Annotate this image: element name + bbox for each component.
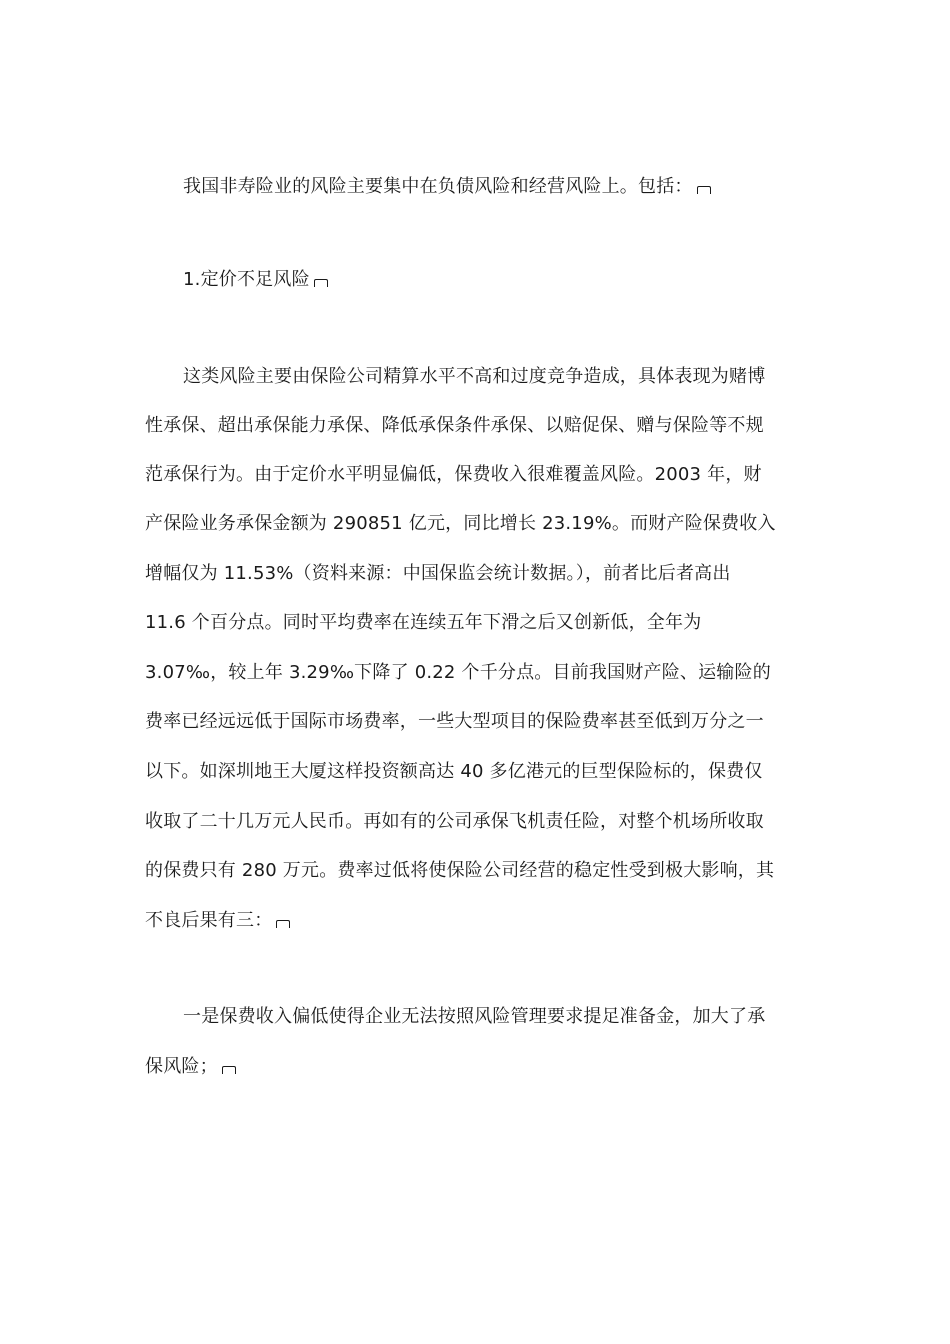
- body-line: 范承保行为。由于定价水平明显偏低，保费收入很难覆盖风险。2003 年，财: [145, 464, 762, 485]
- body-line: 这类风险主要由保险公司精算水平不高和过度竞争造成，具体表现为赌博: [183, 366, 766, 387]
- paragraph-mark-icon: [314, 279, 328, 287]
- text-line: 保风险；: [145, 1056, 218, 1077]
- paragraph-mark-icon: [222, 1066, 236, 1074]
- paragraph-mark-icon: [276, 920, 290, 928]
- body-line: 收取了二十几万元人民币。再如有的公司承保飞机责任险，对整个机场所收取: [145, 811, 764, 832]
- body-line: [145, 1055, 805, 1079]
- body-line: 产保险业务承保金额为 290851 亿元，同比增长 23.19%。而财产险保费收入: [145, 513, 776, 534]
- paragraph-mark-icon: [697, 186, 711, 194]
- section-heading: [183, 268, 843, 292]
- body-line: 增幅仅为 11.53%（资料来源：中国保监会统计数据。），前者比后者高出: [145, 563, 731, 584]
- body-line: 费率已经远远低于国际市场费率，一些大型项目的保险费率甚至低到万分之一: [145, 711, 764, 732]
- text-line: 我国非寿险业的风险主要集中在负债风险和经营风险上。包括：: [183, 176, 693, 197]
- body-line: 以下。如深圳地王大厦这样投资额高达 40 多亿港元的巨型保险标的，保费仅: [145, 761, 763, 782]
- text-line: 1.定价不足风险: [183, 269, 310, 290]
- paragraph-intro: [183, 175, 843, 199]
- body-line: 性承保、超出承保能力承保、降低承保条件承保、以赔促保、赠与保险等不规: [145, 415, 764, 436]
- body-line: 的保费只有 280 万元。费率过低将使保险公司经营的稳定性受到极大影响，其: [145, 860, 775, 881]
- body-line: 11.6 个百分点。同时平均费率在连续五年下滑之后又创新低，全年为: [145, 612, 702, 633]
- body-line: 3.07‰，较上年 3.29‰下降了 0.22 个千分点。目前我国财产险、运输险的: [145, 662, 771, 683]
- body-line: 一是保费收入偏低使得企业无法按照风险管理要求提足准备金，加大了承: [183, 1006, 766, 1027]
- text-line: 不良后果有三：: [145, 910, 273, 931]
- body-line: [145, 909, 805, 933]
